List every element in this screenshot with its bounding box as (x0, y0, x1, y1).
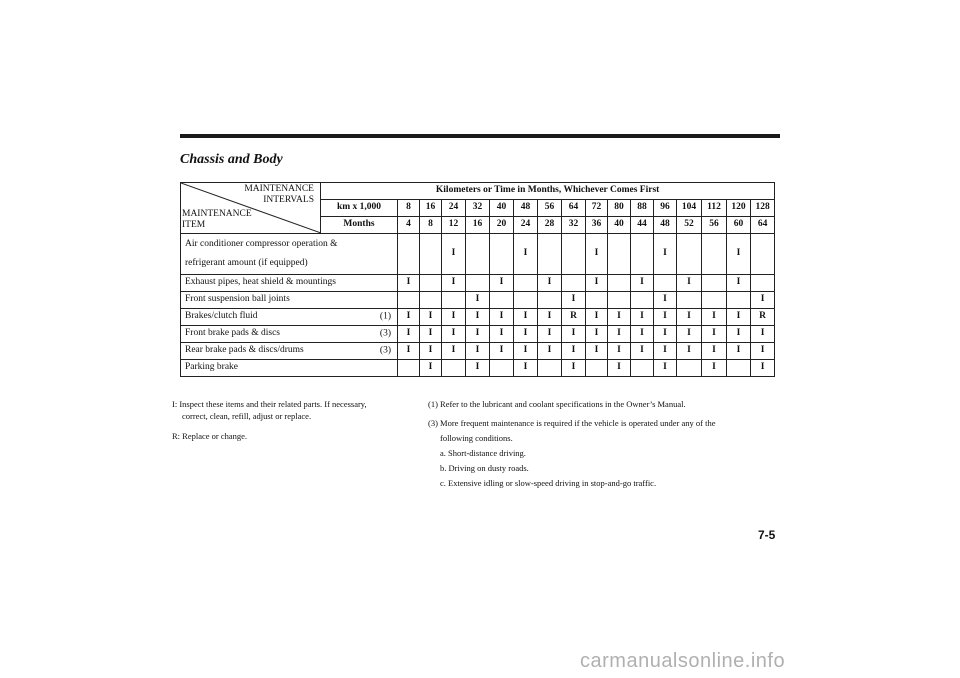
schedule-cell: I (442, 275, 466, 292)
schedule-cell: I (702, 326, 727, 343)
schedule-cell (514, 292, 538, 309)
schedule-cell (677, 234, 702, 275)
schedule-cell: I (514, 309, 538, 326)
schedule-cell (608, 292, 631, 309)
schedule-cell (466, 275, 490, 292)
table-row (181, 360, 775, 377)
schedule-cell (751, 275, 775, 292)
schedule-cell: I (727, 275, 751, 292)
schedule-cell (490, 234, 514, 275)
schedule-cell: I (654, 309, 677, 326)
schedule-cell: I (420, 360, 442, 377)
schedule-cell (538, 292, 562, 309)
schedule-cell: I (538, 343, 562, 360)
table-row (181, 326, 775, 343)
schedule-cell: I (727, 343, 751, 360)
km-cell: 80 (608, 200, 631, 217)
item-label: Air conditioner compressor operation & refrigerant amount (if equipped) (181, 234, 398, 275)
schedule-cell: I (702, 309, 727, 326)
item-label: Front brake pads & discs (3) (181, 326, 398, 343)
km-cell: 104 (677, 200, 702, 217)
schedule-cell: I (420, 309, 442, 326)
schedule-cell (586, 292, 608, 309)
km-cell: 8 (398, 200, 420, 217)
schedule-cell (420, 234, 442, 275)
schedule-cell: I (751, 326, 775, 343)
schedule-cell: I (442, 309, 466, 326)
schedule-cell: I (562, 326, 586, 343)
schedule-cell: I (562, 360, 586, 377)
km-cell: 96 (654, 200, 677, 217)
schedule-cell: I (442, 326, 466, 343)
km-cell: 112 (702, 200, 727, 217)
schedule-cell (420, 292, 442, 309)
schedule-cell (727, 360, 751, 377)
schedule-cell: I (398, 326, 420, 343)
schedule-cell: I (751, 343, 775, 360)
schedule-cell: I (654, 292, 677, 309)
schedule-cell: I (608, 326, 631, 343)
table-row (181, 292, 775, 309)
schedule-cell: R (562, 309, 586, 326)
table-row (181, 234, 775, 275)
schedule-cell (608, 275, 631, 292)
km-cell: 24 (442, 200, 466, 217)
schedule-cell (442, 360, 466, 377)
schedule-cell: I (514, 326, 538, 343)
months-cell: 28 (538, 217, 562, 234)
schedule-cell (631, 360, 654, 377)
schedule-cell: I (398, 343, 420, 360)
item-label: Front suspension ball joints (181, 292, 398, 309)
schedule-cell (562, 234, 586, 275)
schedule-cell (702, 292, 727, 309)
schedule-cell: I (514, 360, 538, 377)
schedule-cell: I (466, 343, 490, 360)
watermark: carmanualsonline.info (580, 650, 786, 672)
km-cell: 64 (562, 200, 586, 217)
schedule-cell: I (631, 309, 654, 326)
page-number: 7-5 (758, 528, 776, 542)
months-cell: 56 (702, 217, 727, 234)
schedule-cell (538, 234, 562, 275)
months-cell: 24 (514, 217, 538, 234)
months-cell: 8 (420, 217, 442, 234)
schedule-cell (654, 275, 677, 292)
months-cell: 4 (398, 217, 420, 234)
table-row (181, 309, 775, 326)
schedule-cell (398, 234, 420, 275)
schedule-cell (677, 360, 702, 377)
km-cell: 88 (631, 200, 654, 217)
schedule-cell: I (490, 343, 514, 360)
schedule-cell: I (654, 360, 677, 377)
schedule-cell: I (677, 275, 702, 292)
schedule-cell (490, 292, 514, 309)
schedule-cell: I (586, 343, 608, 360)
schedule-cell (420, 275, 442, 292)
months-cell: 64 (751, 217, 775, 234)
schedule-cell: I (654, 343, 677, 360)
schedule-cell: I (514, 234, 538, 275)
period-title: Kilometers or Time in Months, Whichever Comes First (321, 183, 775, 200)
schedule-cell: I (608, 309, 631, 326)
item-label: Rear brake pads & discs/drums (3) (181, 343, 398, 360)
maintenance-item-label: MAINTENANCE ITEM (182, 209, 252, 230)
note-ref: (1) (379, 311, 391, 322)
schedule-cell: R (751, 309, 775, 326)
km-cell: 40 (490, 200, 514, 217)
schedule-cell (442, 292, 466, 309)
schedule-cell: I (677, 343, 702, 360)
months-cell: 52 (677, 217, 702, 234)
months-cell: 48 (654, 217, 677, 234)
schedule-cell: I (538, 309, 562, 326)
schedule-cell: I (398, 275, 420, 292)
schedule-cell (466, 234, 490, 275)
schedule-cell: I (586, 234, 608, 275)
km-cell: 16 (420, 200, 442, 217)
km-label: km x 1,000 (321, 200, 398, 217)
schedule-cell (586, 360, 608, 377)
schedule-cell: I (677, 326, 702, 343)
schedule-cell: I (466, 309, 490, 326)
footnote-1: (1) Refer to the lubricant and coolant specifications in the Owner’s Manual. (428, 399, 686, 409)
schedule-cell: I (631, 275, 654, 292)
schedule-cell: I (562, 343, 586, 360)
footnote-r: R: Replace or change. (172, 431, 248, 441)
months-cell: 12 (442, 217, 466, 234)
schedule-cell: I (490, 326, 514, 343)
item-label: Brakes/clutch fluid (1) (181, 309, 398, 326)
schedule-cell: I (702, 343, 727, 360)
top-rule (180, 134, 780, 138)
item-label: Exhaust pipes, heat shield & mountings (181, 275, 398, 292)
schedule-cell: I (654, 326, 677, 343)
schedule-cell: I (586, 309, 608, 326)
schedule-cell: I (727, 234, 751, 275)
header-row-title (181, 183, 775, 200)
months-cell: 44 (631, 217, 654, 234)
schedule-cell: I (727, 309, 751, 326)
schedule-cell: I (538, 326, 562, 343)
schedule-cell: I (442, 343, 466, 360)
schedule-cell: I (751, 360, 775, 377)
schedule-cell: I (466, 360, 490, 377)
section-title: Chassis and Body (180, 152, 283, 167)
footnote-3: (3) More frequent maintenance is required if the vehicle is operated under any of the following conditions. a. Short-distance driving. b. Driving on dusty roads. c. Extensive idling or slow-speed driving in stop-and-go traffic. (428, 418, 716, 488)
schedule-cell: I (608, 343, 631, 360)
schedule-cell: I (398, 309, 420, 326)
schedule-cell: I (654, 234, 677, 275)
schedule-cell (702, 275, 727, 292)
schedule-cell: I (586, 326, 608, 343)
table-row (181, 275, 775, 292)
schedule-cell (677, 292, 702, 309)
schedule-cell (398, 360, 420, 377)
schedule-cell (631, 234, 654, 275)
schedule-cell: I (727, 326, 751, 343)
schedule-cell (608, 234, 631, 275)
schedule-cell: I (586, 275, 608, 292)
months-label: Months (321, 217, 398, 234)
schedule-cell: I (538, 275, 562, 292)
schedule-cell (398, 292, 420, 309)
header-corner-cell (181, 183, 321, 234)
months-cell: 32 (562, 217, 586, 234)
schedule-cell: I (677, 309, 702, 326)
km-cell: 128 (751, 200, 775, 217)
schedule-cell: I (420, 343, 442, 360)
schedule-cell (490, 360, 514, 377)
schedule-cell (751, 234, 775, 275)
months-cell: 36 (586, 217, 608, 234)
schedule-cell (538, 360, 562, 377)
schedule-cell (631, 292, 654, 309)
km-cell: 56 (538, 200, 562, 217)
table-row (181, 343, 775, 360)
schedule-cell (727, 292, 751, 309)
item-label: Parking brake (181, 360, 398, 377)
km-cell: 72 (586, 200, 608, 217)
schedule-cell: I (490, 309, 514, 326)
schedule-cell: I (702, 360, 727, 377)
schedule-cell: I (608, 360, 631, 377)
footnote-i: I: Inspect these items and their related parts. If necessary, correct, clean, refill, adjust or replace. (172, 399, 367, 421)
schedule-cell: I (562, 292, 586, 309)
schedule-cell: I (442, 234, 466, 275)
km-cell: 120 (727, 200, 751, 217)
months-cell: 20 (490, 217, 514, 234)
months-cell: 40 (608, 217, 631, 234)
schedule-cell: I (631, 343, 654, 360)
months-cell: 60 (727, 217, 751, 234)
schedule-cell: I (631, 326, 654, 343)
km-cell: 32 (466, 200, 490, 217)
maintenance-intervals-label: MAINTENANCE INTERVALS (244, 184, 314, 205)
schedule-cell: I (751, 292, 775, 309)
maintenance-schedule-table (180, 182, 775, 377)
schedule-cell: I (514, 343, 538, 360)
note-ref: (3) (379, 328, 391, 339)
schedule-cell (562, 275, 586, 292)
schedule-cell: I (466, 326, 490, 343)
km-cell: 48 (514, 200, 538, 217)
months-cell: 16 (466, 217, 490, 234)
schedule-cell: I (466, 292, 490, 309)
note-ref: (3) (379, 345, 391, 356)
schedule-cell: I (420, 326, 442, 343)
schedule-cell (702, 234, 727, 275)
schedule-cell: I (490, 275, 514, 292)
schedule-cell (514, 275, 538, 292)
